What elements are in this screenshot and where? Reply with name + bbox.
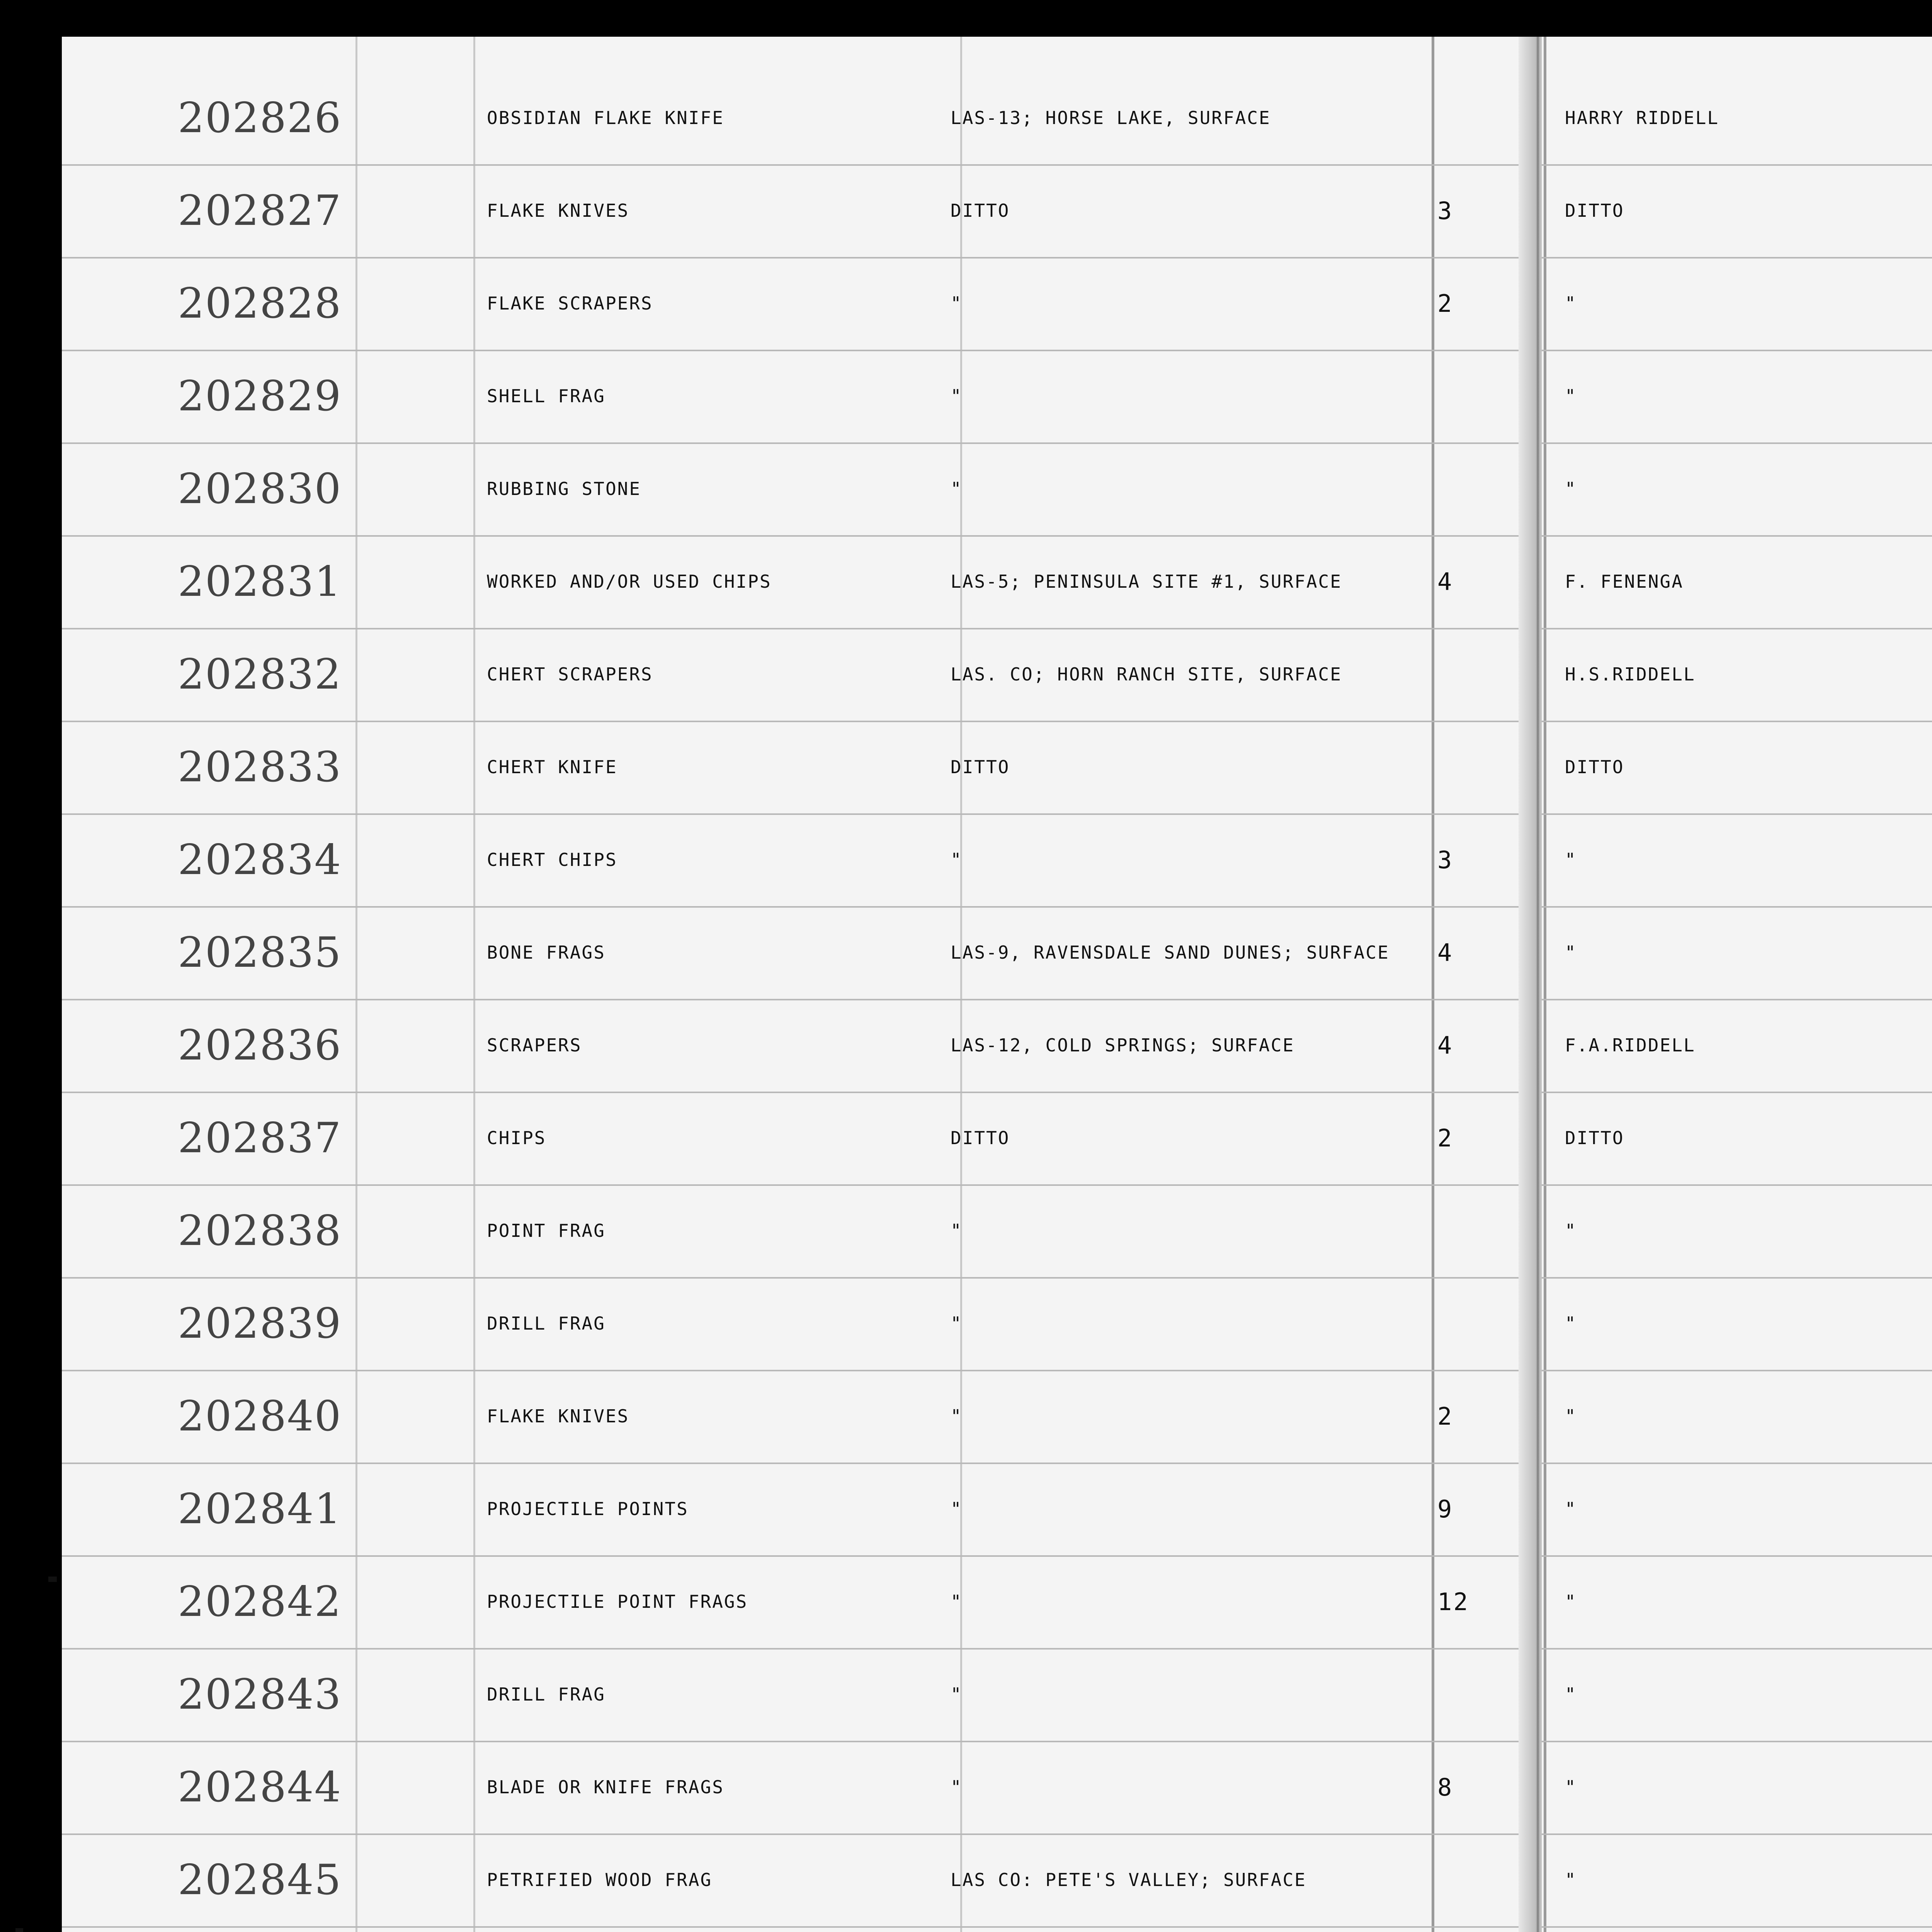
item-locality: " (951, 1406, 963, 1427)
item-locality: LAS-5; PENINSULA SITE #1, SURFACE (951, 571, 1342, 592)
item-description: BONE FRAGS (487, 942, 605, 963)
item-count: 12 (1437, 1587, 1469, 1616)
catalog-number: 202835 (178, 928, 342, 977)
item-locality: " (951, 293, 963, 314)
item-count: 2 (1437, 1124, 1454, 1152)
accession-number (386, 257, 471, 350)
collector-name: F. FENENGA (1565, 571, 1684, 592)
item-count: 8 (1437, 1773, 1454, 1801)
ledger-row-left (62, 813, 1534, 908)
item-description: FLAKE SCRAPERS (487, 293, 653, 314)
item-locality: LAS-13; HORSE LAKE, SURFACE (951, 107, 1271, 128)
item-description: PROJECTILE POINT FRAGS (487, 1591, 748, 1612)
item-description: POINT FRAG (487, 1220, 605, 1241)
accession-number (386, 164, 471, 257)
item-description: CHERT CHIPS (487, 849, 617, 870)
collector-name: " (1565, 1869, 1577, 1890)
item-locality: " (951, 1777, 963, 1798)
ledger-row-left (62, 1648, 1534, 1742)
film-mark (15, 1928, 23, 1932)
item-locality: " (951, 1684, 963, 1705)
item-count: 3 (1437, 845, 1454, 874)
ledger-row-left (62, 1370, 1534, 1464)
ledger-row-left (62, 1277, 1534, 1371)
ledger-row-left (62, 906, 1534, 1000)
collector-name: " (1565, 1684, 1577, 1705)
item-count: 9 (1437, 1495, 1454, 1523)
item-count: 4 (1437, 567, 1454, 596)
item-description: FLAKE KNIVES (487, 1406, 629, 1427)
catalog-number: 202838 (178, 1206, 342, 1255)
item-description: OBSIDIAN FLAKE KNIFE (487, 107, 724, 128)
accession-number (386, 1926, 471, 1932)
collector-name: " (1565, 1498, 1577, 1519)
catalog-number: 202839 (178, 1299, 342, 1348)
ledger-row-left (62, 1555, 1534, 1650)
item-locality: LAS-9, RAVENSDALE SAND DUNES; SURFACE (951, 942, 1389, 963)
ledger-row-left (62, 1926, 1534, 1932)
collector-name: DITTO (1565, 757, 1624, 777)
ledger-row-right (1542, 1833, 1932, 1928)
ledger-row-right (1542, 164, 1932, 259)
collector-name: " (1565, 1591, 1577, 1612)
catalog-number (178, 1926, 355, 1932)
catalog-number: 202841 (178, 1485, 342, 1533)
collector-name: " (1565, 1406, 1577, 1427)
item-count (1437, 1648, 1526, 1741)
accession-number (386, 628, 471, 721)
item-locality: " (951, 849, 963, 870)
ledger-row-left (62, 628, 1534, 722)
ledger-row-right (1542, 1092, 1932, 1186)
accession-number (386, 350, 471, 442)
ledger-row-right (1542, 628, 1932, 722)
item-locality: DITTO (951, 200, 1010, 221)
item-description: DRILL FRAG (487, 1313, 605, 1334)
accession-number (386, 1648, 471, 1741)
item-description: PROJECTILE POINTS (487, 1498, 689, 1519)
catalog-number: 202837 (178, 1114, 342, 1162)
item-description: SCRAPERS (487, 1035, 582, 1056)
catalog-number: 202843 (178, 1670, 342, 1719)
ledger-right-page (1542, 37, 1932, 1932)
ledger-row-right (1542, 1370, 1932, 1464)
item-description: CHERT SCRAPERS (487, 664, 653, 685)
item-locality: LAS. CO; HORN RANCH SITE, SURFACE (951, 664, 1342, 685)
ledger-row-right (1542, 1277, 1932, 1371)
item-description: BLADE OR KNIFE FRAGS (487, 1777, 724, 1798)
catalog-number: 202826 (178, 94, 342, 142)
item-count: 2 (1437, 1402, 1454, 1430)
catalog-number: 202834 (178, 835, 342, 884)
catalog-number: 202845 (178, 1855, 342, 1904)
item-description: CHERT KNIFE (487, 757, 617, 777)
item-description: CHIPS (487, 1128, 546, 1148)
collector-name: " (1565, 1313, 1577, 1334)
item-locality (951, 1926, 1426, 1932)
catalog-number: 202832 (178, 650, 342, 699)
item-count: 2 (1437, 289, 1454, 318)
collector-name: " (1565, 849, 1577, 870)
ledger-row-left (62, 1833, 1534, 1928)
accession-number (386, 1184, 471, 1277)
item-locality: LAS CO: PETE'S VALLEY; SURFACE (951, 1869, 1306, 1890)
accession-number (386, 71, 471, 164)
item-count: 4 (1437, 1031, 1454, 1060)
catalog-number: 202829 (178, 372, 342, 420)
catalog-number: 202833 (178, 743, 342, 791)
item-count: 3 (1437, 196, 1454, 225)
item-locality: " (951, 386, 963, 406)
catalog-number: 202836 (178, 1021, 342, 1070)
ledger-row-left (62, 442, 1534, 537)
collector-name: HARRY RIDDELL (1565, 107, 1719, 128)
ledger-row-right (1542, 1648, 1932, 1742)
accession-number (386, 999, 471, 1092)
item-count (1437, 1926, 1526, 1932)
item-count (1437, 721, 1526, 813)
ledger-row-right (1542, 1926, 1932, 1932)
accession-number (386, 1092, 471, 1184)
item-locality: " (951, 1313, 963, 1334)
accession-number (386, 1741, 471, 1833)
item-locality: " (951, 1220, 963, 1241)
item-description: RUBBING STONE (487, 478, 641, 499)
collector-name: " (1565, 1777, 1577, 1798)
accession-number (386, 1370, 471, 1463)
catalog-number: 202844 (178, 1763, 342, 1811)
catalog-number: 202828 (178, 279, 342, 328)
item-description: SHELL FRAG (487, 386, 605, 406)
item-count: 4 (1437, 938, 1454, 967)
film-mark (48, 1577, 57, 1582)
accession-number (386, 1277, 471, 1370)
collector-name: DITTO (1565, 1128, 1624, 1148)
collector-name: " (1565, 942, 1577, 963)
ledger-row-right (1542, 257, 1932, 351)
item-locality: " (951, 1591, 963, 1612)
ledger-row-left (62, 999, 1534, 1093)
accession-number (386, 813, 471, 906)
ledger-row-left (62, 257, 1534, 351)
collector-name: " (1565, 386, 1577, 406)
accession-number (386, 906, 471, 999)
catalog-number: 202831 (178, 557, 342, 606)
item-count (1437, 1277, 1526, 1370)
ledger-row-left (62, 1463, 1534, 1557)
item-description: PETRIFIED WOOD FRAG (487, 1869, 713, 1890)
item-description: WORKED AND/OR USED CHIPS (487, 571, 772, 592)
ledger-row-left (62, 721, 1534, 815)
ledger-row-left (62, 71, 1534, 166)
ledger-row-right (1542, 1741, 1932, 1835)
collector-name: " (1565, 478, 1577, 499)
item-description (487, 1926, 958, 1932)
item-description: DRILL FRAG (487, 1684, 605, 1705)
collector-name: F.A.RIDDELL (1565, 1035, 1696, 1056)
ledger-row-right (1542, 350, 1932, 444)
accession-number (386, 1463, 471, 1555)
ledger-row-right (1542, 442, 1932, 537)
item-locality: LAS-12, COLD SPRINGS; SURFACE (951, 1035, 1295, 1056)
catalog-number: 202827 (178, 186, 342, 235)
ledger-left-page (62, 37, 1534, 1932)
ledger-row-left (62, 1092, 1534, 1186)
collector-name: " (1565, 293, 1577, 314)
ledger-row-right (1542, 71, 1932, 166)
collector-name: H.S.RIDDELL (1565, 664, 1696, 685)
catalog-number: 202830 (178, 464, 342, 513)
item-locality: " (951, 478, 963, 499)
item-count (1437, 442, 1526, 535)
accession-number (386, 1555, 471, 1648)
ledger-row-left (62, 350, 1534, 444)
item-count (1437, 628, 1526, 721)
catalog-number: 202842 (178, 1577, 342, 1626)
ledger-row-right (1542, 535, 1932, 629)
ledger-row-left (62, 1184, 1534, 1279)
item-locality: " (951, 1498, 963, 1519)
item-count (1437, 71, 1526, 164)
item-count (1437, 1184, 1526, 1277)
ledger-row-right (1542, 999, 1932, 1093)
item-count (1437, 350, 1526, 442)
ledger-row-right (1542, 721, 1932, 815)
accession-number (386, 1833, 471, 1926)
ledger-row-left (62, 1741, 1534, 1835)
ledger-row-left (62, 164, 1534, 259)
ledger-row-right (1542, 1184, 1932, 1279)
ledger-row-right (1542, 906, 1932, 1000)
item-description: FLAKE KNIVES (487, 200, 629, 221)
ledger-row-right (1542, 813, 1932, 908)
catalog-number: 202840 (178, 1392, 342, 1440)
collector-name (1565, 1926, 1928, 1932)
collector-name: " (1565, 1220, 1577, 1241)
ledger-row-right (1542, 1555, 1932, 1650)
item-locality: DITTO (951, 757, 1010, 777)
accession-number (386, 535, 471, 628)
collector-name: DITTO (1565, 200, 1624, 221)
ledger-row-left (62, 535, 1534, 629)
item-locality: DITTO (951, 1128, 1010, 1148)
item-count (1437, 1833, 1526, 1926)
ledger-row-right (1542, 1463, 1932, 1557)
accession-number (386, 442, 471, 535)
accession-number (386, 721, 471, 813)
